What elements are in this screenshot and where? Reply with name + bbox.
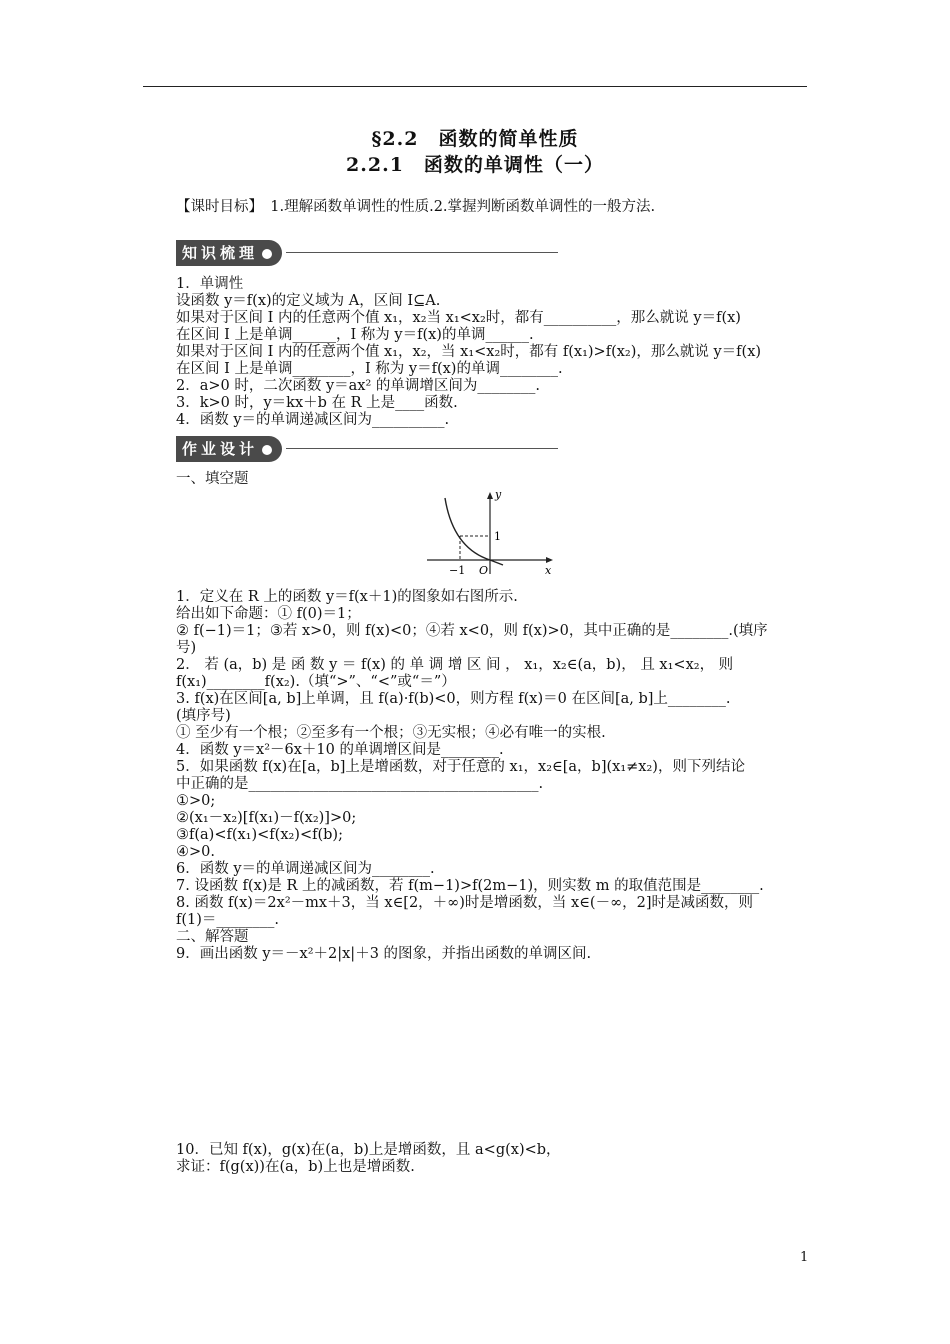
function-graph xyxy=(425,488,557,578)
question-line: ④>0. xyxy=(176,844,215,860)
question-line: 10．已知 f(x)，g(x)在(a，b)上是增函数，且 a<g(x)<b， xyxy=(176,1142,561,1158)
tick-label-neg-one: −1 xyxy=(449,564,466,577)
bullet-dot-icon xyxy=(262,249,272,259)
question-line: f(x₁)________f(x₂).（填“>”、“<”或“＝”） xyxy=(176,674,456,690)
bullet-dot-icon xyxy=(262,445,272,455)
section-rule xyxy=(286,252,558,253)
text-line: 如果对于区间 I 内的任意两个值 x₁，x₂当 x₁<x₂时，都有__________，那么就说 y＝f(x) xyxy=(176,310,741,326)
question-line: (填序号) xyxy=(176,708,231,724)
tick-label-one: 1 xyxy=(494,530,501,543)
question-line: 5．如果函数 f(x)在[a，b]上是增函数，对于任意的 x₁，x₂∈[a，b](x₁≠x₂)，则下列结论 xyxy=(176,759,745,775)
question-line: 7. 设函数 f(x)是 R 上的减函数，若 f(m−1)>f(2m−1)，则实数 m 的取值范围是________. xyxy=(176,878,764,894)
text-line: 1．单调性 xyxy=(176,276,244,292)
y-axis-arrow-icon xyxy=(487,492,493,499)
question-line: 9．画出函数 y＝－x²＋2|x|＋3 的图象，并指出函数的单调区间. xyxy=(176,946,592,962)
homework-section-label: 作业设计 xyxy=(182,440,259,458)
question-line: ①>0; xyxy=(176,793,216,809)
question-line: ① 至少有一个根；②至多有一个根；③无实根；④必有唯一的实根. xyxy=(176,725,606,741)
text-line: 3．k>0 时，y＝kx＋b 在 R 上是____函数. xyxy=(176,395,458,411)
question-line: 4．函数 y＝x²－6x＋10 的单调增区间是________. xyxy=(176,742,504,758)
section-title: §2.2 函数的简单性质 xyxy=(371,128,579,150)
question-line: ② f(−1)＝1；③若 x>0，则 f(x)<0；④若 x<0，则 f(x)>0，其中正确的是________.(填序 xyxy=(176,623,768,639)
part-title: 一、填空题 xyxy=(176,471,249,487)
question-line: 求证：f(g(x))在(a，b)上也是增函数. xyxy=(176,1159,415,1175)
part-title: 二、解答题 xyxy=(176,929,249,945)
section-rule xyxy=(286,448,558,449)
question-line: 2． 若 (a，b) 是 函 数 y ＝ f(x) 的 单 调 增 区 间 ， x₁，x₂∈(a，b)， 且 x₁<x₂， 则 xyxy=(176,657,734,673)
homework-section-tag xyxy=(176,436,282,462)
question-line: ③f(a)<f(x₁)<f(x₂)<f(b); xyxy=(176,827,343,843)
lesson-objectives: 【课时目标】 1.理解函数单调性的性质.2.掌握判断函数单调性的一般方法. xyxy=(176,199,656,215)
question-line: 3. f(x)在区间[a, b]上单调，且 f(a)·f(b)<0，则方程 f(x)＝0 在区间[a, b]上________. xyxy=(176,691,731,707)
text-line: 如果对于区间 I 内的任意两个值 x₁，x₂，当 x₁<x₂时，都有 f(x₁)>f(x₂)，那么就说 y＝f(x) xyxy=(176,344,762,360)
question-line: 8. 函数 f(x)＝2x²－mx＋3，当 x∈[2，＋∞)时是增函数，当 x∈(－∞，2]时是减函数，则 xyxy=(176,895,754,911)
knowledge-section-label: 知识梳理 xyxy=(182,244,259,262)
question-line: f(1)＝________. xyxy=(176,912,280,928)
y-axis-label: y xyxy=(495,488,502,501)
x-axis-label: x xyxy=(545,564,552,577)
question-line: 给出如下命题：① f(0)＝1； xyxy=(176,606,361,622)
origin-label: O xyxy=(479,564,489,577)
question-line: 中正确的是________________________________________. xyxy=(176,776,544,792)
question-line: 6．函数 y＝的单调递减区间为________. xyxy=(176,861,435,877)
header-rule xyxy=(143,86,807,87)
question-line: 号) xyxy=(176,640,197,656)
text-line: 在区间 I 上是单调________，I 称为 y＝f(x)的单调________. xyxy=(176,361,563,377)
text-line: 4．函数 y＝的单调递减区间为__________. xyxy=(176,412,450,428)
page-number: 1 xyxy=(800,1250,809,1265)
text-line: 2．a>0 时，二次函数 y＝ax² 的单调增区间为________. xyxy=(176,378,541,394)
text-line: 设函数 y＝f(x)的定义域为 A，区间 I⊆A. xyxy=(176,293,441,309)
question-line: ②(x₁－x₂)[f(x₁)－f(x₂)]>0; xyxy=(176,810,357,826)
knowledge-section-tag xyxy=(176,240,282,266)
text-line: 在区间 I 上是单调______，I 称为 y＝f(x)的单调______. xyxy=(176,327,534,343)
subsection-title: 2.2.1 函数的单调性（一） xyxy=(346,154,604,176)
x-axis-arrow-icon xyxy=(546,557,553,563)
question-line: 1．定义在 R 上的函数 y＝f(x＋1)的图象如右图所示. xyxy=(176,589,518,605)
